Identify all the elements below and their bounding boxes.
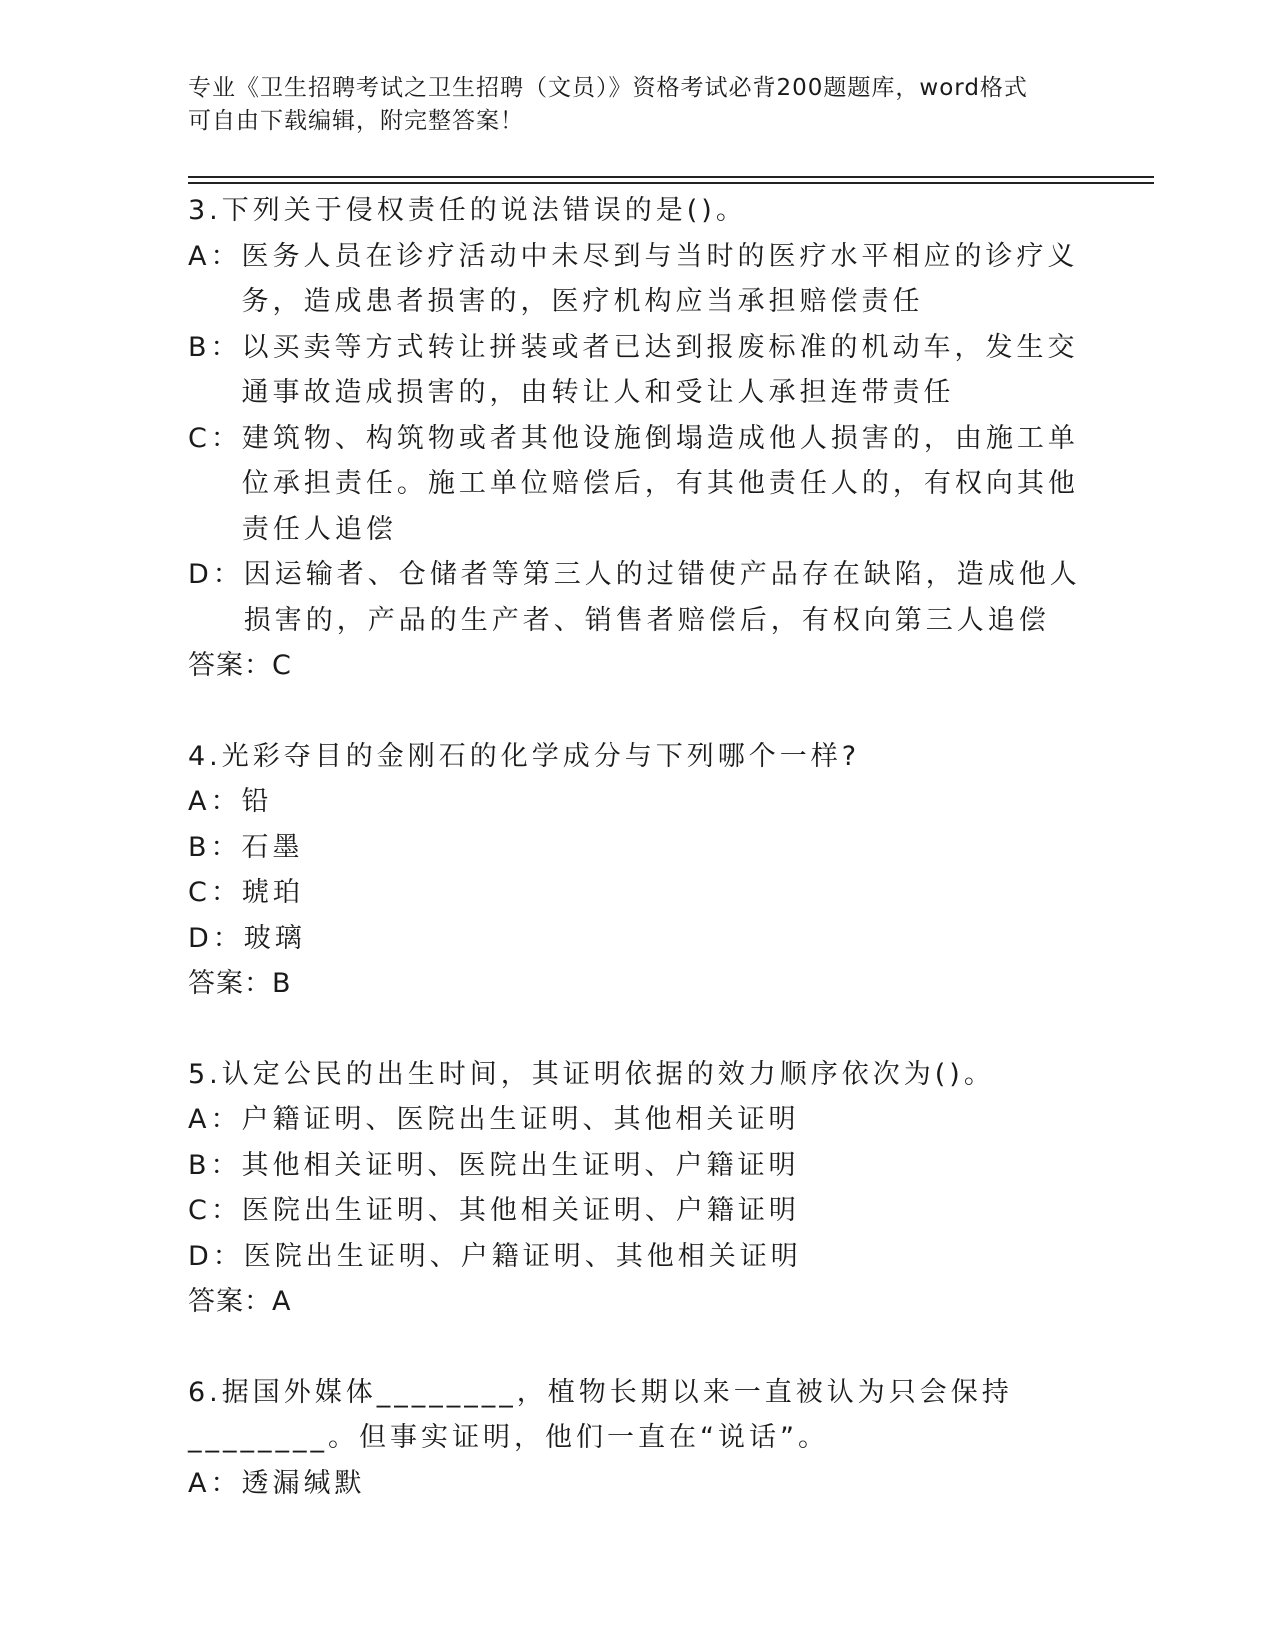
option-a: [188, 234, 1088, 325]
question-stem: 5.认定公民的出生时间，其证明依据的效力顺序依次为()。: [188, 1058, 995, 1090]
header-line-1: 专业《卫生招聘考试之卫生招聘（文员）》资格考试必背200题题库，word格式: [188, 75, 1028, 101]
option-letter: A：: [188, 240, 242, 272]
header-line-2: 可自由下载编辑，附完整答案！: [188, 108, 524, 134]
option-letter: A：: [188, 786, 242, 817]
option-letter: C：: [188, 1195, 242, 1226]
option-d: [188, 552, 1088, 643]
question-6: [188, 1370, 1088, 1507]
option-letter: D：: [188, 1240, 244, 1272]
option-letter: D：: [188, 559, 244, 590]
option-text: 因运输者、仓储者等第三人的过错使产品存在缺陷，造成他人损害的，产品的生产者、销售者赔偿后，有权向第三人追偿: [243, 559, 1081, 636]
answer-line: 答案：B: [188, 968, 292, 999]
option-letter: A：: [188, 1467, 242, 1499]
header-divider-top: [188, 176, 1154, 178]
option-text: 透漏缄默: [241, 1467, 366, 1499]
question-stem: 3.下列关于侵权责任的说法错误的是()。: [188, 195, 747, 226]
answer-line: 答案：A: [188, 1286, 292, 1317]
question-list: [188, 188, 1088, 1551]
option-text: 石墨: [241, 831, 304, 863]
option-c: [188, 870, 1088, 916]
option-text: 玻璃: [243, 922, 306, 954]
option-text: 医院出生证明、户籍证明、其他相关证明: [243, 1240, 802, 1272]
question-3: [188, 188, 1088, 689]
option-text: 医院出生证明、其他相关证明、户籍证明: [241, 1195, 800, 1226]
option-letter: B：: [188, 1149, 242, 1181]
option-c: [188, 416, 1088, 553]
option-text: 琥珀: [241, 877, 304, 908]
option-b: [188, 825, 1088, 871]
option-b: [188, 325, 1088, 416]
answer-line: 答案：C: [188, 650, 292, 681]
option-text: 以买卖等方式转让拼装或者已达到报废标准的机动车，发生交通事故造成损害的，由转让人和受让人承担连带责任: [241, 331, 1079, 408]
question-stem: 4.光彩夺目的金刚石的化学成分与下列哪个一样?: [188, 740, 861, 772]
header-divider-bottom: [188, 182, 1154, 184]
option-text: 户籍证明、医院出生证明、其他相关证明: [241, 1104, 800, 1135]
option-d: [188, 916, 1088, 962]
option-b: [188, 1143, 1088, 1189]
option-text: 医务人员在诊疗活动中未尽到与当时的医疗水平相应的诊疗义务，造成患者损害的，医疗机构应当承担赔偿责任: [241, 240, 1079, 317]
question-stem: 6.据国外媒体________，植物长期以来一直被认为只会保持________。但事实证明，他们一直在“说话”。: [188, 1376, 1013, 1453]
option-c: [188, 1188, 1088, 1234]
option-a: [188, 779, 1088, 825]
option-text: 建筑物、构筑物或者其他设施倒塌造成他人损害的，由施工单位承担责任。施工单位赔偿后，有其他责任人的，有权向其他责任人追偿: [241, 422, 1079, 545]
option-letter: C：: [188, 877, 242, 908]
option-text: 其他相关证明、医院出生证明、户籍证明: [241, 1149, 800, 1181]
option-letter: A：: [188, 1104, 242, 1135]
option-letter: C：: [188, 422, 242, 454]
question-5: [188, 1052, 1088, 1325]
option-letter: B：: [188, 331, 242, 363]
option-d: [188, 1234, 1088, 1280]
option-text: 铅: [241, 786, 273, 817]
option-a: [188, 1097, 1088, 1143]
option-letter: B：: [188, 831, 242, 863]
option-a: [188, 1461, 1088, 1507]
document-header: [188, 72, 1068, 138]
question-4: [188, 734, 1088, 1007]
option-letter: D：: [188, 922, 244, 954]
